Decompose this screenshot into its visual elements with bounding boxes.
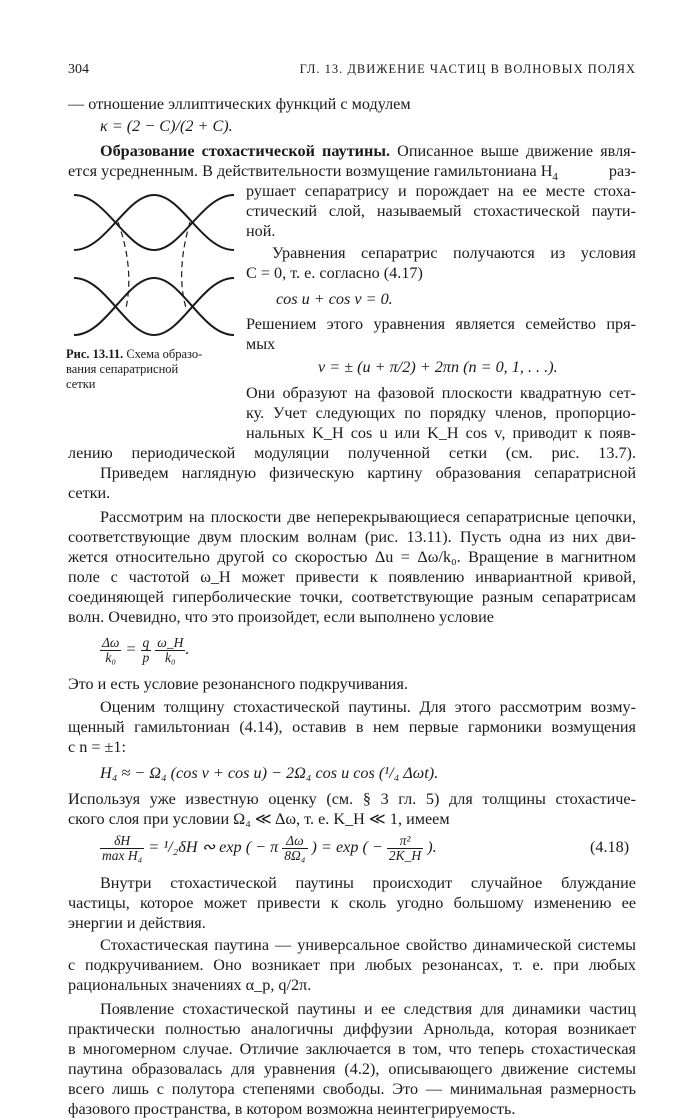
chapter-title: ГЛ. 13. ДВИЖЕНИЕ ЧАСТИЦ В ВОЛНОВЫХ ПОЛЯХ xyxy=(299,62,636,76)
section-heading: Образование стохастической паутины. xyxy=(100,142,391,160)
text-line: Стохастическая паутина — универсальное свойство динамической системы xyxy=(100,936,636,954)
text-line: волн. Очевидно, что это произойдет, если выполнено условие xyxy=(68,608,494,626)
text-line: Оценим толщину стохастической паутины. Для этого рассмотрим возму- xyxy=(100,698,636,716)
text-line: Это и есть условие резонансного подкручивания. xyxy=(68,675,408,693)
lower-wave-1 xyxy=(74,278,234,335)
upper-wave-2 xyxy=(74,195,234,250)
text-line: рациональных значениях α_p, q/2π. xyxy=(68,976,312,994)
page-number: 304 xyxy=(68,62,89,77)
text-line: C = 0, т. е. согласно (4.17) xyxy=(246,264,423,282)
text-line: Используя уже известную оценку (см. § 3 гл. 5) для толщины стохастиче- xyxy=(68,790,636,808)
text-line: энергии и действия. xyxy=(68,914,206,932)
text-line: Уравнения сепаратрис получаются из условия xyxy=(272,244,636,262)
dashed-curve-right xyxy=(182,222,190,308)
equation-4-18: $\frac{\delta H}{\text{max H₄}}$ = ¹/₂δH ∾ exp ( − π $\frac{\Delta\omega}{\text{8Ω₄}}$ ) = exp ( − $\frac{\text{π²}}{2K\_H}$ ). xyxy=(102,832,437,863)
caption-label: Рис. 13.11. xyxy=(66,347,124,361)
formula-kappa: κ = (2 − C)/(2 + C). xyxy=(100,117,233,135)
equation-number: (4.18) xyxy=(590,838,630,856)
text-line: паутина образовалась для уравнения (4.2), описывающего движение системы xyxy=(68,1060,636,1078)
text-line: нальных K_H cos u или K_H cos v, приводит к появ- xyxy=(246,424,636,442)
running-header xyxy=(68,62,636,82)
separatrix-figure xyxy=(66,180,242,345)
resonance-condition: $\frac{\Delta\omega}{\text{k₀}}$ = $\frac{q}{p}$ $\frac{\omega\_H}{\text{k₀}}$ . xyxy=(102,634,190,665)
text-line: Появление стохастической паутины и ее следствия для динамики частиц xyxy=(100,1000,636,1018)
text-line: рушает сепаратрису и порождает на ее месте стоха- xyxy=(246,182,636,200)
text-line: поле с частотой ω_H может привести к появлению инвариантной кривой, xyxy=(68,568,636,586)
text-line: практически полностью аналогичны диффузии Арнольда, которая возникает xyxy=(68,1020,636,1038)
text-line: ского слоя при условии Ω₄ ≪ Δω, т. е. K_H ≪ 1, имеем xyxy=(68,810,450,828)
text-line: фазового пространства, в котором возможна неинтегрируемость. xyxy=(68,1100,516,1118)
text-line: всего лишь с полутора степенями свободы. Это — минимальная размерность xyxy=(68,1080,636,1098)
text-line: стический слой, называемый стохастической паути- xyxy=(246,202,636,220)
text-line: ной. xyxy=(246,222,276,240)
text-line: сетки. xyxy=(68,484,111,502)
text-line: Внутри стохастической паутины происходит случайное блуждание xyxy=(100,874,636,892)
text-line: с n = ±1: xyxy=(68,738,127,756)
text-line: соединяющей гиперболические точки, соответствующие разным сепаратрисам xyxy=(68,588,636,606)
text-line: лению периодической модуляции полученной сетки (см. рис. 13.7). xyxy=(68,444,636,462)
upper-wave-1 xyxy=(74,195,234,250)
text-line: Рассмотрим на плоскости две неперекрывающиеся сепаратрисные цепочки, xyxy=(100,508,636,526)
text-line: Решением этого уравнения является семейство пря- xyxy=(246,315,636,333)
text-line: Они образуют на фазовой плоскости квадратную сет- xyxy=(246,384,636,402)
equation-lines: v = ± (u + π/2) + 2πn (n = 0, 1, . . .). xyxy=(318,358,558,376)
text-line: ку. Учет следующих по порядку членов, пропорцио- xyxy=(246,404,636,422)
equation-hamiltonian: H₄ ≈ − Ω₄ (cos v + cos u) − 2Ω₄ cos u cos (¹/₄ Δωt). xyxy=(100,764,439,782)
text-line: в многомерном случае. Отличие заключается в том, что теперь стохастическая xyxy=(68,1040,636,1058)
equation-separatrix: cos u + cos v = 0. xyxy=(276,290,393,308)
text-line: с подкручиванием. Оно возникает при любых резонансах, т. е. при любых xyxy=(68,956,636,974)
text-line: — отношение эллиптических функций с модулем xyxy=(68,95,411,113)
section-line: Образование стохастической паутины. Описанное выше движение явля- xyxy=(100,142,636,160)
text-line: соответствующие двум плоским волнам (рис. 13.11). Пусть одна из них дви- xyxy=(68,528,636,546)
figure-caption: Рис. 13.11. Схема образо- вания сепаратрисной сетки xyxy=(66,347,203,391)
lower-wave-2 xyxy=(74,278,234,335)
text-line: ется усредненным. В действительности возмущение гамильтониана $H_4$ раз- xyxy=(68,162,636,184)
text-line: частицы, которое может привести к сколь угодно большому изменению ее xyxy=(68,894,636,912)
text-line: щенный гамильтониан (4.14), оставив в нем первые гармоники возмущения xyxy=(68,718,636,736)
text-line: жется относительно другой со скоростью Δu = Δω/k₀. Вращение в магнитном xyxy=(68,548,636,566)
text-line: Приведем наглядную физическую картину образования сепаратрисной xyxy=(100,464,636,482)
text-line: мых xyxy=(246,335,276,353)
